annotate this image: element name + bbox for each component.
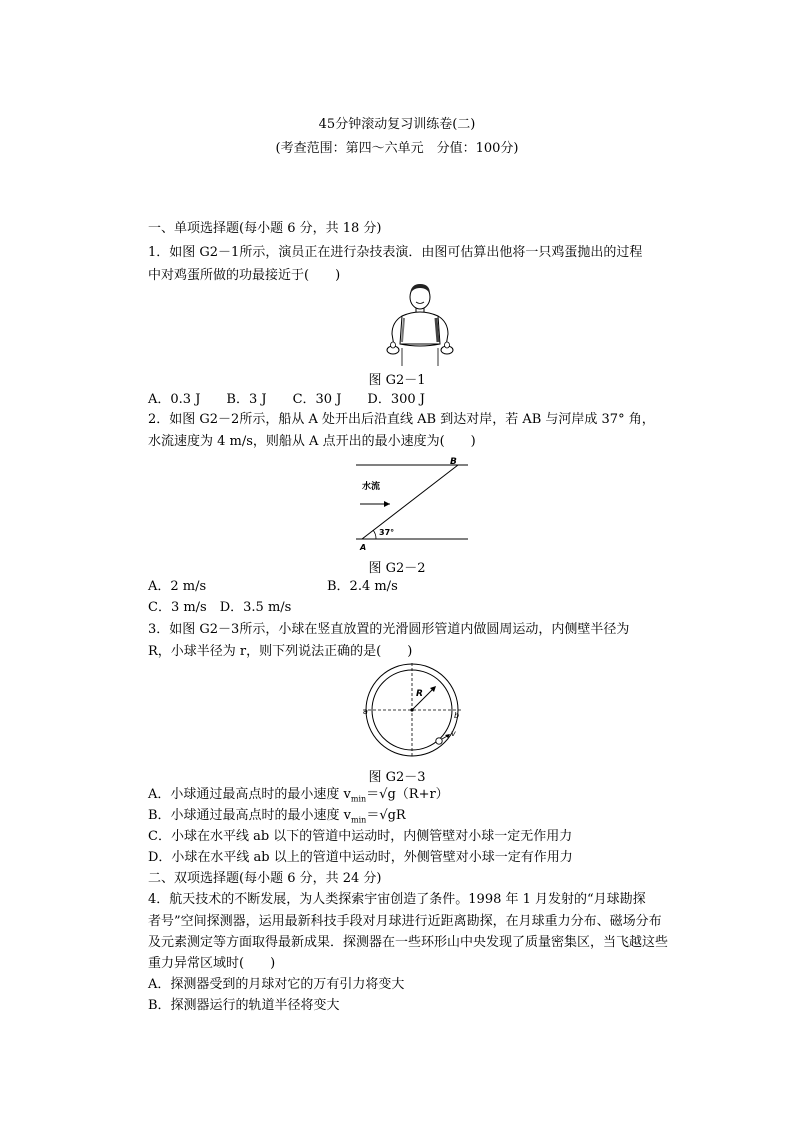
q3-option-d: D．小球在水平线 ab 以上的管道中运动时，外侧管壁对小球一定有作用力 bbox=[148, 850, 573, 865]
label-a: A bbox=[360, 543, 367, 552]
q4-stem-line3: 及元素测定等方面取得最新成果．探测器在一些环形山中央发现了质量密集区，当飞越这些 bbox=[148, 935, 669, 950]
q3-option-b-eq: ＝√gR bbox=[366, 808, 406, 823]
q1-figure-caption: 图 G2－1 bbox=[368, 373, 426, 388]
q3-option-b-sub: min bbox=[351, 815, 367, 825]
q3-option-a-text: A．小球通过最高点时的最小速度 v bbox=[148, 787, 351, 802]
q2-option-cd: C．3 m/s D．3.5 m/s bbox=[148, 600, 292, 615]
q3-stem-line1: 3．如图 G2－3所示，小球在竖直放置的光滑圆形管道内做圆周运动，内侧壁半径为 bbox=[148, 622, 630, 637]
page-subtitle: (考查范围：第四～六单元 分值：100分) bbox=[275, 141, 519, 156]
juggler-figure bbox=[380, 282, 460, 366]
circular-tube-figure bbox=[357, 660, 467, 764]
page-title: 45分钟滚动复习训练卷(二) bbox=[318, 117, 476, 132]
label-r: R bbox=[416, 689, 423, 699]
q4-stem-line4: 重力异常区域时( ) bbox=[148, 956, 276, 971]
q2-stem-line2: 水流速度为 4 m/s，则船从 A 点开出的最小速度为( ) bbox=[148, 434, 476, 449]
label-b: B bbox=[450, 457, 457, 467]
q2-option-b: B．2.4 m/s bbox=[327, 579, 398, 594]
q4-option-a: A．探测器受到的月球对它的万有引力将变大 bbox=[148, 977, 405, 992]
q3-option-c: C．小球在水平线 ab 以下的管道中运动时，内侧管壁对小球一定无作用力 bbox=[148, 829, 573, 844]
q4-stem-line2: 者号”空间探测器，运用最新科技手段对月球进行近距离勘探，在月球重力分布、磁场分布 bbox=[148, 914, 662, 929]
q1-stem-line1: 1．如图 G2－1所示，演员正在进行杂技表演．由图可估算出他将一只鸡蛋抛出的过程 bbox=[148, 245, 643, 260]
q2-option-a: A．2 m/s bbox=[148, 579, 207, 594]
label-angle: 37° bbox=[379, 528, 395, 537]
q4-stem-line1: 4．航天技术的不断发展，为人类探索宇宙创造了条件。1998 年 1 月发射的“月球勘探 bbox=[148, 892, 646, 907]
q3-option-a-eq: ＝√g（R+r） bbox=[366, 787, 449, 802]
q1-options: A．0.3 J B．3 J C．30 J D．300 J bbox=[148, 392, 425, 407]
label-flow: 水流 bbox=[362, 482, 381, 492]
q1-stem-line2: 中对鸡蛋所做的功最接近于( ) bbox=[148, 268, 341, 283]
q3-stem-line2: R，小球半径为 r，则下列说法正确的是( ) bbox=[148, 644, 413, 659]
label-a: a bbox=[363, 707, 368, 716]
section-heading-single-choice: 一、单项选择题(每小题 6 分，共 18 分) bbox=[148, 221, 382, 236]
q3-option-b bbox=[148, 807, 406, 829]
q3-option-a bbox=[148, 786, 449, 808]
label-b: b bbox=[454, 711, 460, 720]
q2-figure-caption: 图 G2－2 bbox=[368, 561, 426, 576]
river-crossing-figure bbox=[352, 456, 472, 552]
q3-option-b-text: B．小球通过最高点时的最小速度 v bbox=[148, 808, 352, 823]
label-v: v bbox=[451, 729, 456, 738]
q2-stem-line1: 2．如图 G2－2所示，船从 A 处开出后沿直线 AB 到达对岸，若 AB 与河岸成 37° 角， bbox=[148, 412, 655, 427]
q4-option-b: B．探测器运行的轨道半径将变大 bbox=[148, 998, 340, 1013]
q3-option-a-sub: min bbox=[350, 794, 367, 804]
section-heading-double-choice: 二、双项选择题(每小题 6 分，共 24 分) bbox=[148, 871, 382, 886]
q3-figure-caption: 图 G2－3 bbox=[368, 770, 426, 785]
